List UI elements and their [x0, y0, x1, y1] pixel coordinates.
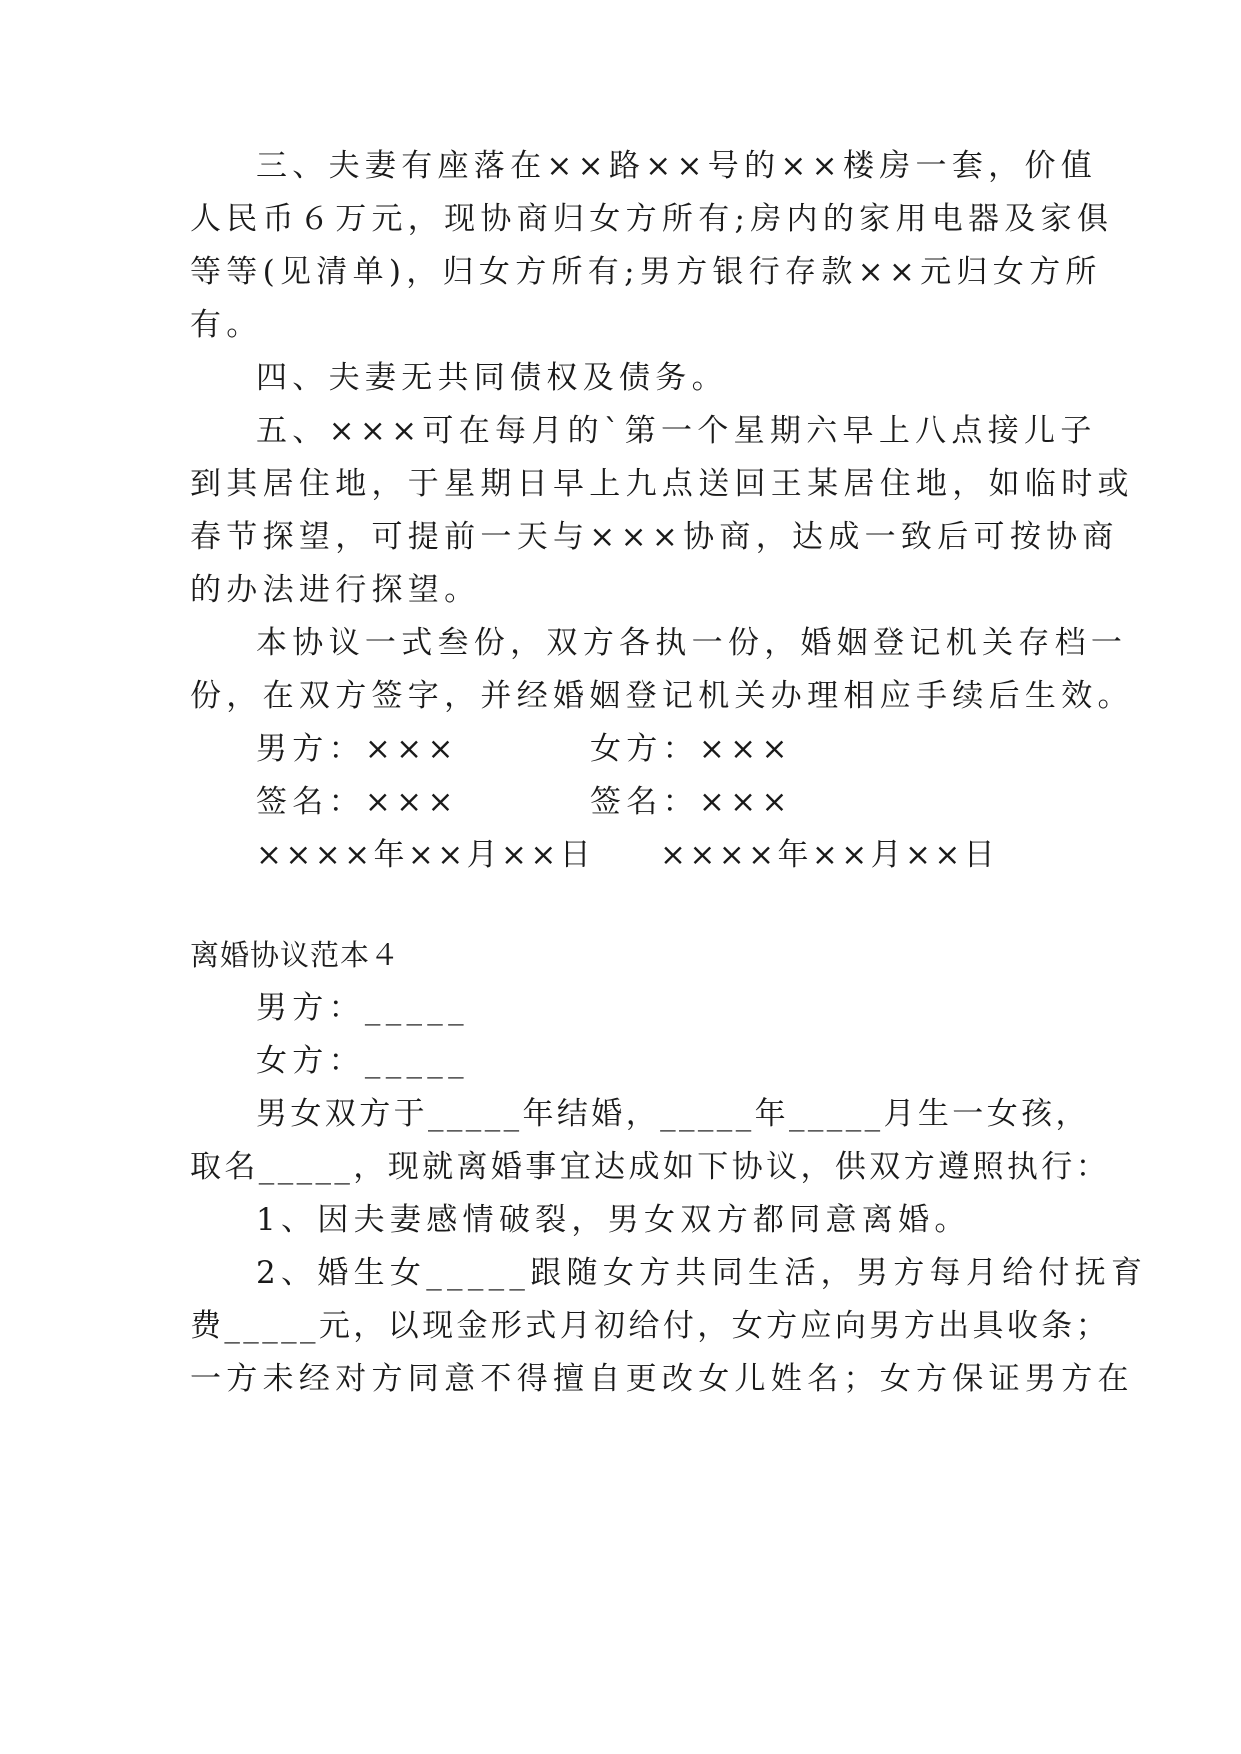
section5-line-4: 的办法进行探望。 — [190, 572, 481, 608]
man-signature-label: 签名：××× — [256, 784, 459, 820]
agreement4-item2-line-3: 一方未经对方同意不得擅自更改女儿姓名；女方保证男方在 — [190, 1361, 1134, 1397]
woman-signature-label: 签名：××× — [590, 784, 793, 820]
closing-line-1: 本协议一式叁份，双方各执一份，婚姻登记机关存档一 — [256, 625, 1128, 661]
closing-line-2: 份，在双方签字，并经婚姻登记机关办理相应手续后生效。 — [190, 678, 1134, 714]
man-party-label: 男方：××× — [256, 731, 459, 767]
agreement4-title: 离婚协议范本４ — [190, 938, 401, 972]
agreement4-woman-field: 女方：_____ — [256, 1043, 469, 1079]
section5-line-1: 五、×××可在每月的`第一个星期六早上八点接儿子 — [256, 413, 1097, 449]
section3-line-2: 人民币６万元，现协商归女方所有;房内的家用电器及家俱 — [190, 201, 1114, 237]
man-signature-date: ××××年××月××日 — [256, 837, 595, 873]
section3-line-3: 等等(见清单)，归女方所有;男方银行存款××元归女方所 — [190, 254, 1102, 290]
woman-party-label: 女方：××× — [590, 731, 793, 767]
section3-line-4: 有。 — [190, 307, 263, 343]
agreement4-item2-line-2: 费_____元，以现金形式月初给付，女方应向男方出具收条； — [190, 1308, 1111, 1344]
agreement4-intro-line-2: 取名_____，现就离婚事宜达成如下协议，供双方遵照执行： — [190, 1149, 1111, 1185]
woman-signature-date: ××××年××月××日 — [660, 837, 999, 873]
section5-line-3: 春节探望，可提前一天与×××协商，达成一致后可按协商 — [190, 519, 1119, 555]
agreement4-item1: 1、因夫妻感情破裂，男女双方都同意离婚。 — [256, 1202, 971, 1238]
section4-line-1: 四、夫妻无共同债权及债务。 — [256, 360, 728, 396]
agreement4-intro-line-1: 男女双方于_____年结婚，_____年_____月生一女孩， — [256, 1096, 1090, 1132]
agreement4-man-field: 男方：_____ — [256, 990, 469, 1026]
agreement4-item2-line-1: 2、婚生女_____跟随女方共同生活，男方每月给付抚育 — [256, 1255, 1148, 1291]
section5-line-2: 到其居住地，于星期日早上九点送回王某居住地，如临时或 — [190, 466, 1134, 502]
section3-line-1: 三、夫妻有座落在××路××号的××楼房一套，价值 — [256, 148, 1098, 184]
